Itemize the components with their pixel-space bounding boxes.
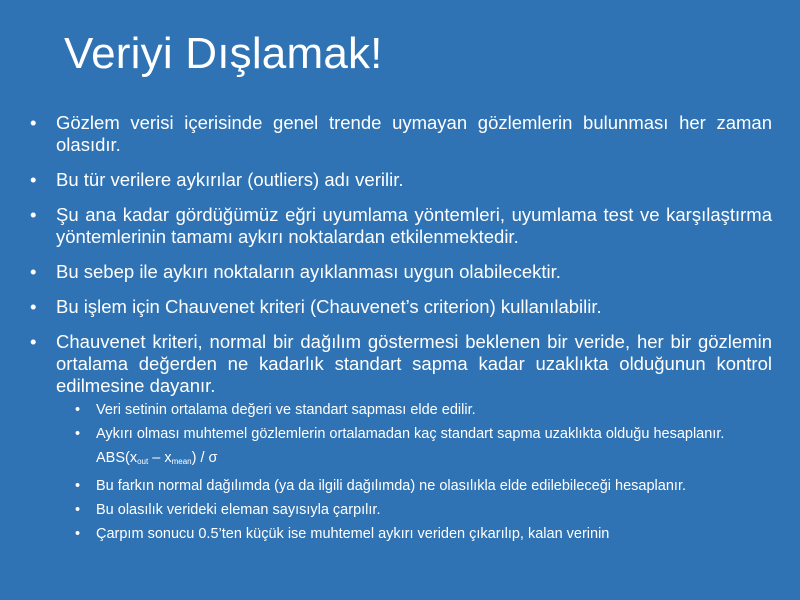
formula-sub-mean: mean xyxy=(171,457,192,466)
sub-bullet-item xyxy=(30,501,772,519)
bullet-item xyxy=(30,296,772,318)
bullet-text: Bu tür verilere aykırılar (outliers) adı verilir. xyxy=(56,169,404,190)
sub-bullet-icon: • xyxy=(75,526,81,542)
sub-bullet-item xyxy=(30,477,772,495)
sub-bullet-icon: • xyxy=(75,502,81,518)
sub-bullet-icon: • xyxy=(75,478,81,494)
sub-bullet-item xyxy=(30,425,772,443)
formula-suffix: ) / σ xyxy=(191,450,218,466)
bullet-icon: • xyxy=(30,169,37,190)
formula-middle: – x xyxy=(148,450,172,466)
sub-bullet-icon: • xyxy=(75,402,81,418)
bullet-icon: • xyxy=(30,112,37,133)
bullet-text: Bu sebep ile aykırı noktaların ayıklanması uygun olabilecektir. xyxy=(56,261,561,282)
bullet-text: Gözlem verisi içerisinde genel trende uymayan gözlemlerin bulunması her zaman olasıdır. xyxy=(56,112,772,155)
formula-prefix: ABS(x xyxy=(96,450,138,466)
slide-title: Veriyi Dışlamak! xyxy=(64,29,383,78)
bullet-list xyxy=(30,112,772,549)
bullet-item xyxy=(30,261,772,283)
sub-bullet-item xyxy=(30,401,772,419)
bullet-icon: • xyxy=(30,261,37,282)
bullet-icon: • xyxy=(30,296,37,317)
sub-bullet-text: Veri setinin ortalama değeri ve standart sapması elde edilir. xyxy=(96,402,476,418)
formula-line xyxy=(30,449,772,471)
bullet-text: Bu işlem için Chauvenet kriteri (Chauvenet’s criterion) kullanılabilir. xyxy=(56,296,602,317)
sub-bullet-item xyxy=(30,525,772,543)
sub-bullet-icon: • xyxy=(75,426,81,442)
sub-bullet-text: Bu olasılık verideki eleman sayısıyla çarpılır. xyxy=(96,502,381,518)
bullet-icon: • xyxy=(30,204,37,225)
bullet-item xyxy=(30,112,772,156)
bullet-item xyxy=(30,204,772,248)
bullet-item xyxy=(30,169,772,191)
sub-bullet-text: Çarpım sonucu 0.5’ten küçük ise muhtemel aykırı veriden çıkarılıp, kalan verinin xyxy=(96,526,610,542)
bullet-text: Şu ana kadar gördüğümüz eğri uyumlama yöntemleri, uyumlama test ve karşılaştırma yöntemlerinin tamamı aykırı noktalardan etkilenmektedir. xyxy=(56,204,772,247)
sub-bullet-list xyxy=(30,401,772,543)
bullet-icon: • xyxy=(30,331,37,352)
sub-bullet-text: Bu farkın normal dağılımda (ya da ilgili dağılımda) ne olasılıkla elde edilebileceği hesaplanır. xyxy=(96,478,686,494)
formula-sub-out: out xyxy=(137,457,149,466)
bullet-item xyxy=(30,331,772,543)
bullet-text: Chauvenet kriteri, normal bir dağılım göstermesi beklenen bir veride, her bir gözlemin ortalama değerden ne kadarlık standart sapma kadar uzaklıkta olduğunun kontrol edilmesine dayanır. xyxy=(56,331,772,396)
sub-bullet-text: Aykırı olması muhtemel gözlemlerin ortalamadan kaç standart sapma uzaklıkta olduğu hesaplanır. xyxy=(96,426,725,442)
